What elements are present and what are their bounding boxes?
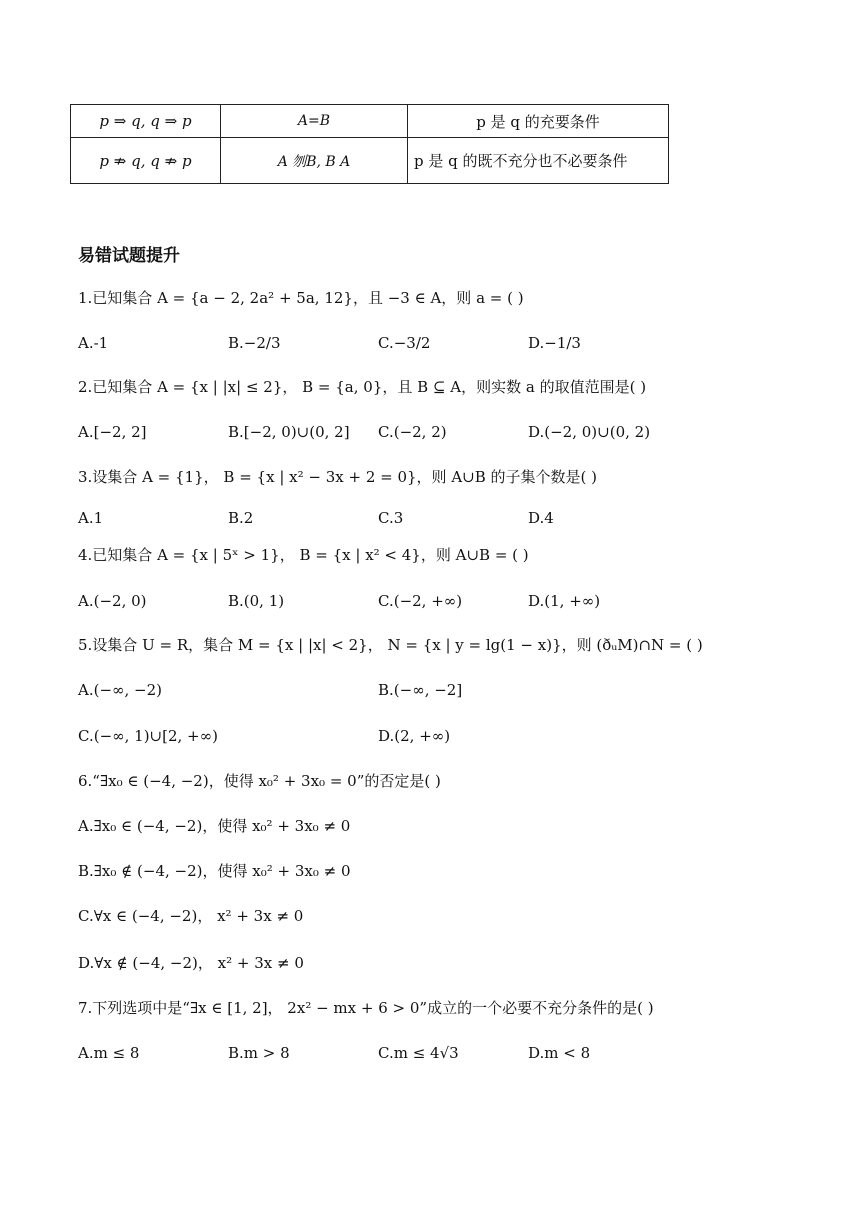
question-7-stem: 7.下列选项中是“∃x ∈ [1, 2]， 2x² − mx + 6 > 0”成立的一个必要不充分条件的是( ) bbox=[78, 999, 654, 1017]
question-6-option-d: D.∀x ∉ (−4, −2)， x² + 3x ≠ 0 bbox=[78, 954, 304, 972]
question-5-stem: 5.设集合 U = R，集合 M = {x | |x| < 2}， N = {x | y = lg(1 − x)}，则 (ðᵤM)∩N = ( ) bbox=[78, 636, 703, 654]
question-4-option-a: A.(−2, 0) bbox=[78, 592, 147, 610]
question-3-option-c: C.3 bbox=[378, 509, 404, 527]
question-1-stem: 1.已知集合 A = {a − 2, 2a² + 5a, 12}，且 −3 ∈ A，则 a = ( ) bbox=[78, 289, 524, 307]
question-2-option-b: B.[−2, 0)∪(0, 2] bbox=[228, 423, 350, 441]
table-cell-sets: A=B bbox=[221, 105, 408, 138]
question-2-option-a: A.[−2, 2] bbox=[78, 423, 147, 441]
question-4-option-b: B.(0, 1) bbox=[228, 592, 285, 610]
question-3-option-b: B.2 bbox=[228, 509, 254, 527]
table-cell-conclusion: p 是 q 的既不充分也不必要条件 bbox=[408, 138, 669, 184]
question-3-stem: 3.设集合 A = {1}， B = {x | x² − 3x + 2 = 0}，则 A∪B 的子集个数是( ) bbox=[78, 468, 597, 486]
question-3-option-d: D.4 bbox=[528, 509, 554, 527]
table-row bbox=[71, 105, 669, 138]
question-5-option-b: B.(−∞, −2] bbox=[378, 681, 463, 699]
table-cell-conclusion: p 是 q 的充要条件 bbox=[408, 105, 669, 138]
question-7-option-d: D.m < 8 bbox=[528, 1044, 591, 1062]
question-2-stem: 2.已知集合 A = {x | |x| ≤ 2}， B = {a, 0}，且 B ⊆ A，则实数 a 的取值范围是( ) bbox=[78, 378, 647, 396]
question-6-stem: 6.“∃x₀ ∈ (−4, −2)，使得 x₀² + 3x₀ = 0”的否定是( ) bbox=[78, 772, 441, 790]
question-4-option-c: C.(−2, +∞) bbox=[378, 592, 463, 610]
table-cell-sets: A 刎B, B A bbox=[221, 138, 408, 184]
question-2-option-d: D.(−2, 0)∪(0, 2) bbox=[528, 423, 651, 441]
question-4-option-d: D.(1, +∞) bbox=[528, 592, 601, 610]
section-title: 易错试题提升 bbox=[78, 246, 180, 266]
question-5-option-a: A.(−∞, −2) bbox=[78, 681, 163, 699]
question-6-option-a: A.∃x₀ ∈ (−4, −2)，使得 x₀² + 3x₀ ≠ 0 bbox=[78, 817, 351, 835]
condition-relation-table bbox=[70, 104, 669, 184]
question-7-option-b: B.m > 8 bbox=[228, 1044, 290, 1062]
table-cell-relation: p ⇒ q, q ⇒ p bbox=[71, 105, 221, 138]
question-7-option-c: C.m ≤ 4√3 bbox=[378, 1044, 459, 1062]
question-1-option-d: D.−1/3 bbox=[528, 334, 581, 352]
question-2-option-c: C.(−2, 2) bbox=[378, 423, 447, 441]
question-1-option-c: C.−3/2 bbox=[378, 334, 431, 352]
question-5-option-c: C.(−∞, 1)∪[2, +∞) bbox=[78, 727, 218, 745]
question-1-option-b: B.−2/3 bbox=[228, 334, 281, 352]
question-3-option-a: A.1 bbox=[78, 509, 104, 527]
question-1-option-a: A.-1 bbox=[78, 334, 109, 352]
question-4-stem: 4.已知集合 A = {x | 5ˣ > 1}， B = {x | x² < 4}，则 A∪B = ( ) bbox=[78, 546, 529, 564]
question-5-option-d: D.(2, +∞) bbox=[378, 727, 451, 745]
table-cell-relation: p ⇏ q, q ⇏ p bbox=[71, 138, 221, 184]
question-6-option-c: C.∀x ∈ (−4, −2)， x² + 3x ≠ 0 bbox=[78, 907, 304, 925]
question-7-option-a: A.m ≤ 8 bbox=[78, 1044, 140, 1062]
table-row bbox=[71, 138, 669, 184]
question-6-option-b: B.∃x₀ ∉ (−4, −2)，使得 x₀² + 3x₀ ≠ 0 bbox=[78, 862, 351, 880]
